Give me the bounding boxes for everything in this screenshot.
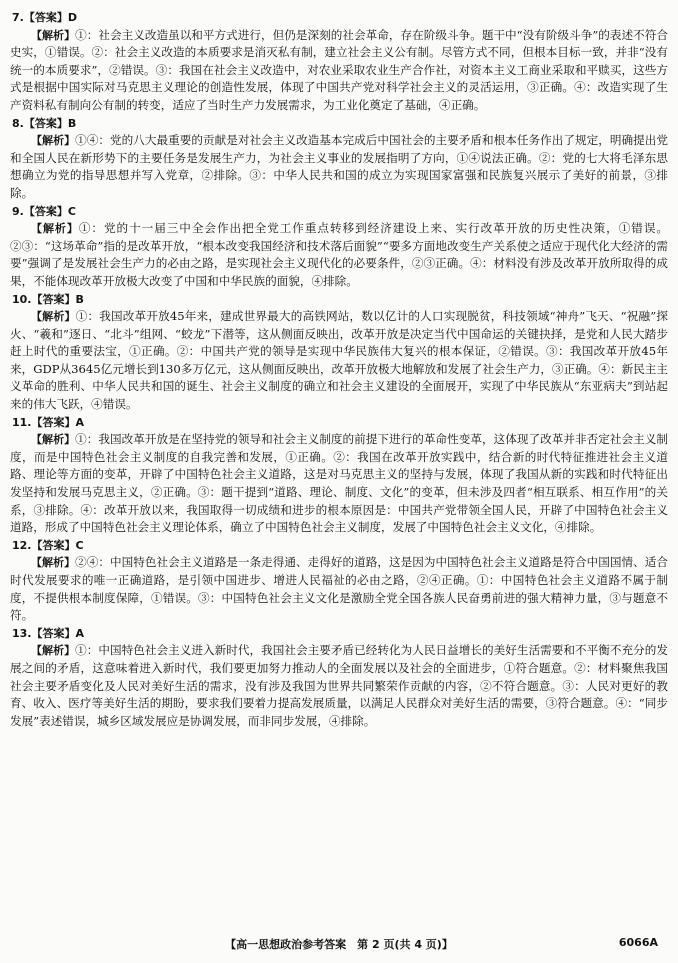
question-item	[10, 115, 668, 203]
question-number: 12.	[12, 538, 32, 552]
analysis-tag: 【解析】	[31, 556, 76, 570]
analysis-text: ①：党的十一届三中全会作出把全党工作重点转移到经济建设上来、实行改革开放的历史性决策，①错误。②③：“这场革命”指的是改革开放，“根本改变我国经济和技术落后面貌”“要多方面地改变生产关系使之适应于现代化大经济的需要”强调了是发展社会生产力的必由之路，是实现社会主义现代化的必要条件，②③正确。④：材料没有涉及改革开放所取得的成果，不能体现改革开放极大改变了中国和中华民族的面貌，④排除。	[10, 221, 669, 288]
question-item	[10, 537, 668, 625]
answer-letter: A	[75, 626, 85, 640]
analysis-paragraph	[10, 642, 668, 730]
answer-letter: B	[75, 292, 84, 306]
answer-line	[12, 414, 668, 432]
question-item	[10, 414, 668, 537]
question-item	[10, 291, 668, 414]
question-item	[10, 203, 668, 291]
answer-letter: D	[67, 11, 77, 24]
answer-letter: C	[67, 204, 76, 218]
analysis-paragraph	[10, 308, 668, 414]
analysis-text: ②④：中国特色社会主义道路是一条走得通、走得好的道路，这是因为中国特色社会主义道路是符合中国国情、适合时代发展要求的唯一正确道路，是引领中国进步、增进人民福祉的必由之路，②④正确。①：中国特色社会主义道路不属于制度，不提供根本制度保障，①错误。③：中国特色社会主义文化是激励全党全国各族人民奋勇前进的强大精神力量，③与题意不符。	[10, 555, 669, 623]
analysis-text: ①：社会主义改造虽以和平方式进行，但仍是深刻的社会革命，存在阶级斗争。题干中“没有阶级斗争”的表述不符合史实，①错误。②：社会主义改造的本质要求是消灭私有制，建立社会主义公有制。尽管方式不同，但根本目标一致，并非“没有统一的本质要求”，②错误。③：我国在社会主义改造中，对农业采取农业生产合作社，对资本主义工商业采取和平赎买，这些方式是根据中国实际对马克思主义理论的创造性发展，体现了中国共产党对科学社会主义的灵活运用，③正确。④：改造实现了生产资料私有制向公有制的转变，适应了当时生产力发展需求，为工业化奠定了基础，④正确。	[10, 27, 669, 112]
analysis-text: ①：我国改革开放是在坚持党的领导和社会主义制度的前提下进行的革命性变革，这体现了改革并非否定社会主义制度，而是中国特色社会主义制度的自我完善和发展，①正确。②：我国在改革开放实践中，结合新的时代特征推进社会主义道路、理论等方面的变革，开辟了中国特色社会主义道路，这是对马克思主义的坚持与发展，体现了我国从新的实践和时代特征出发坚持和发展马克思主义，②正确。③：题干提到“道路、理论、制度、文化”的变革，但未涉及四者“相互联系、相互作用”的关系，③排除。④：改革开放以来，我国取得一切成绩和进步的根本原因是：中国共产党带领全国人民，开辟了中国特色社会主义道路，形成了中国特色社会主义理论体系，确立了中国特色社会主义制度，发展了中国特色社会主义文化，④排除。	[10, 432, 669, 535]
answer-tag: 【答案】	[31, 538, 76, 552]
analysis-paragraph	[10, 132, 668, 202]
analysis-paragraph	[10, 431, 668, 537]
analysis-paragraph	[10, 554, 668, 624]
analysis-text: ①：我国改革开放45年来，建成世界最大的高铁网站，数以亿计的人口实现脱贫，科技领域“神舟”飞天、“祝融”探火、“羲和”逐日、“北斗”组网、“蛟龙”下潜等，这从侧面反映出，改革开放是决定当代中国命运的关键抉择，是党和人民大踏步赶上时代的重要法宝，①正确。②：中国共产党的领导是实现中华民族伟大复兴的根本保证，②错误。③：我国改革开放45年来，GDP从3645亿元增长到130多万亿元，这从侧面反映出，改革开放极大地解放和发展了社会生产力，③正确。④：新民主主义革命的胜利、中华人民共和国的诞生、社会主义制度的确立和社会主义建设的全面展开，实现了中华民族从“东亚病夫”到站起来的伟大飞跃，④错误。	[10, 309, 668, 412]
paper-code: 6066A	[618, 936, 658, 949]
question-number: 8.	[12, 116, 24, 130]
answer-tag: 【答案】	[23, 204, 68, 218]
analysis-tag: 【解析】	[31, 310, 76, 324]
answer-list	[10, 9, 668, 730]
analysis-tag: 【解析】	[31, 222, 79, 236]
question-number: 13.	[12, 626, 32, 640]
answer-letter: B	[67, 116, 77, 130]
answer-tag: 【答案】	[31, 626, 76, 640]
answer-tag: 【答案】	[31, 292, 76, 306]
analysis-tag: 【解析】	[31, 433, 76, 447]
analysis-paragraph	[10, 220, 668, 290]
answer-line	[12, 537, 668, 555]
answer-line	[12, 625, 668, 643]
footer-title: 【高一思想政治参考答案 第 2 页(共 4 页)】	[225, 938, 453, 951]
answer-tag: 【答案】	[31, 415, 76, 429]
question-item	[10, 625, 668, 731]
answer-letter: A	[75, 415, 85, 429]
answer-line	[12, 291, 668, 309]
question-number: 7.	[12, 11, 24, 24]
answer-tag: 【答案】	[23, 116, 68, 130]
analysis-tag: 【解析】	[31, 644, 76, 658]
answer-line	[12, 9, 668, 27]
question-number: 9.	[12, 204, 24, 218]
analysis-text: ①④：党的八大最重要的贡献是对社会主义改造基本完成后中国社会的主要矛盾和根本任务作出了规定，明确提出党和全国人民在新形势下的主要任务是发展生产力，为社会主义事业的发展指明了方向，①④说法正确。②：党的七大将毛泽东思想确立为党的指导思想并写入党章，②排除。③：中华人民共和国的成立为实现国家富强和民族复兴展示了美好的前景，③排除。	[10, 133, 669, 200]
analysis-text: ①：中国特色社会主义进入新时代，我国社会主要矛盾已经转化为人民日益增长的美好生活需要和不平衡不充分的发展之间的矛盾，这意味着进入新时代，我们要更加努力推动人的全面发展以及社会的全面进步，①符合题意。②：材料聚焦我国社会主要矛盾变化及人民对美好生活的需求，没有涉及我国为世界共同繁荣作贡献的内容，②不符合题意。③：人民对更好的教育、收入、医疗等美好生活的期盼，要求我们要着力提高发展质量，以满足人民群众对美好生活的需要，③符合题意。④：“同步发展”表述错误，城乡区域发展应是协调发展，而非同步发展，④排除。	[10, 643, 669, 728]
answer-tag: 【答案】	[23, 11, 68, 24]
question-number: 11.	[12, 415, 32, 429]
page-footer	[0, 936, 678, 954]
analysis-paragraph	[10, 27, 668, 115]
answer-letter: C	[75, 538, 84, 552]
analysis-tag: 【解析】	[31, 28, 76, 42]
question-item	[10, 9, 668, 115]
question-number: 10.	[12, 292, 32, 306]
answer-line	[12, 203, 668, 221]
analysis-tag: 【解析】	[31, 134, 76, 148]
answer-line	[12, 115, 668, 133]
